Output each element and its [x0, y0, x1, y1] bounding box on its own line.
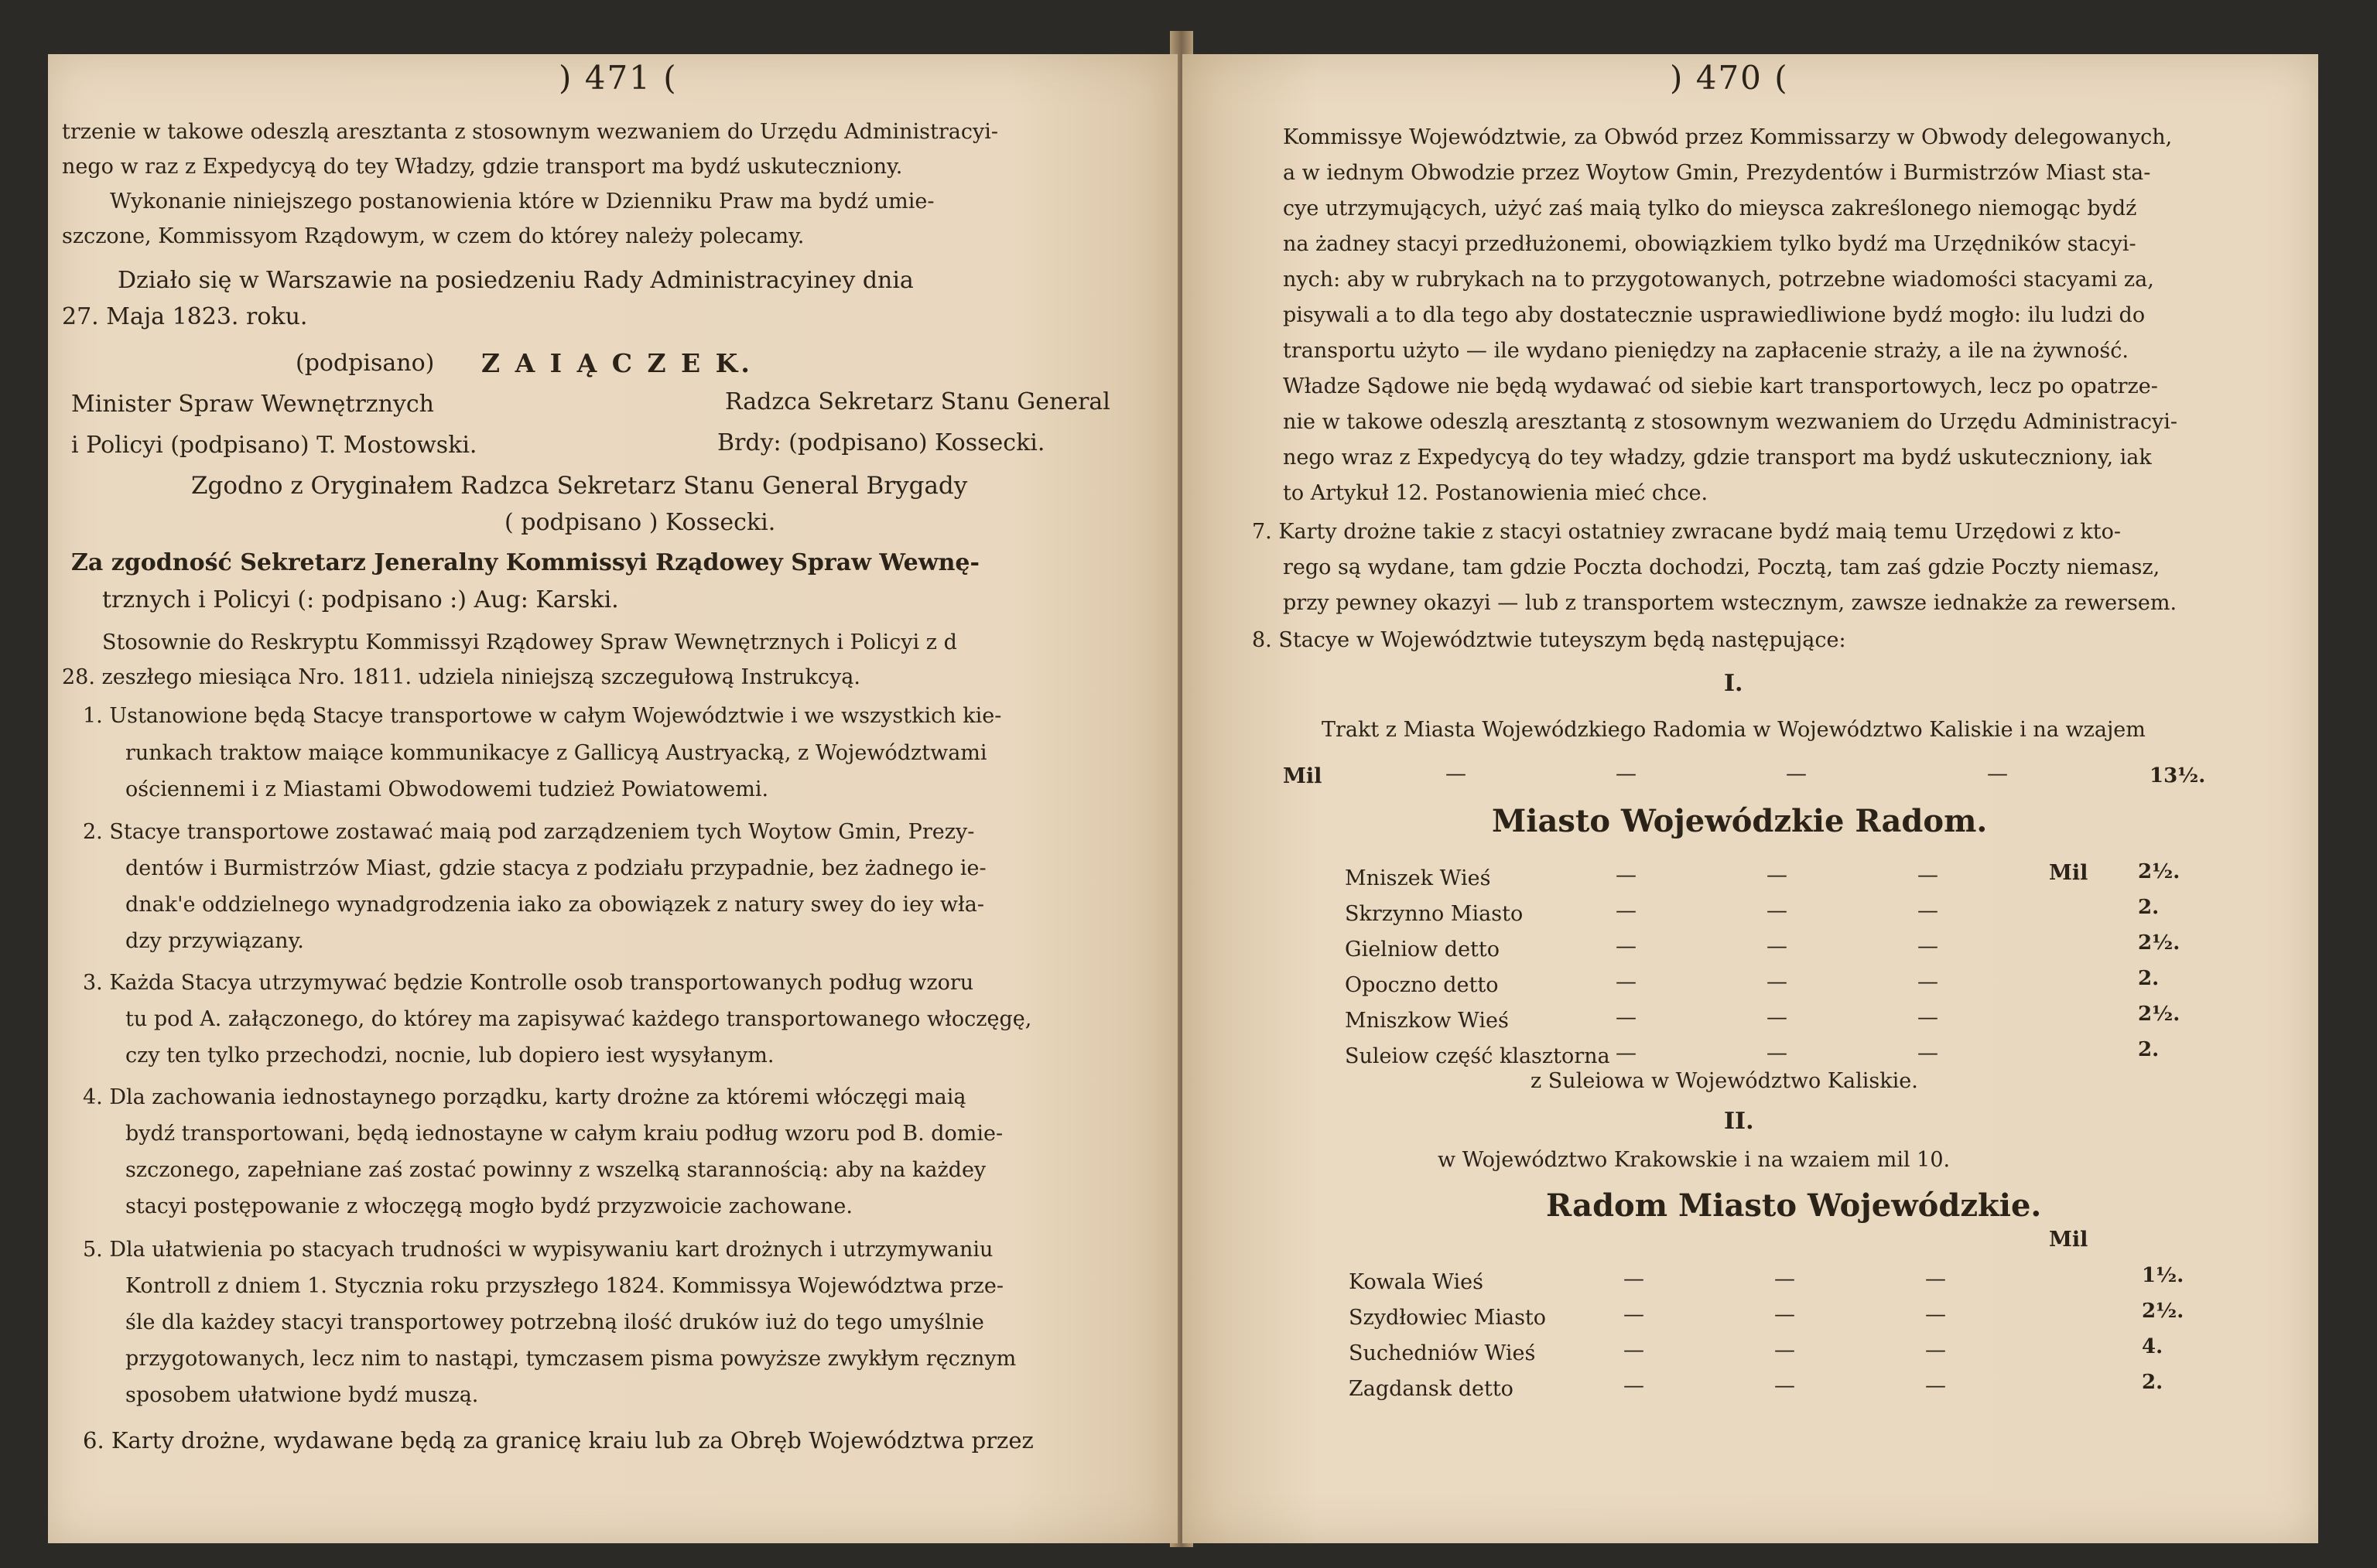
- route-heading: Trakt z Miasta Wojewódzkiego Radomia w Województwo Kaliskie i na wzajem: [1322, 718, 2146, 742]
- text-line: 5. Dla ułatwienia po stacyach trudności w wypisywaniu kart drożnych i utrzymywaniu: [83, 1238, 994, 1262]
- leader-dash: —: [1623, 1338, 1644, 1362]
- text-line: Kontroll z dniem 1. Stycznia roku przyszłego 1824. Kommissya Województwa prze-: [125, 1274, 1004, 1298]
- text-line: runkach traktow maiące kommunikacye z Gallicyą Austryacką, z Województwami: [125, 741, 987, 765]
- leader-dash: —: [1616, 970, 1637, 994]
- leader-dash: —: [1774, 1374, 1795, 1398]
- leader-dash: —: [1925, 1338, 1946, 1362]
- text-line: 1. Ustanowione będą Stacye transportowe w całym Województwie i we wszystkich kie-: [83, 704, 1002, 728]
- leader-dash: —: [1767, 970, 1787, 994]
- station-distance: 2.: [2138, 896, 2160, 919]
- leader-dash: —: [1917, 934, 1938, 958]
- station-distance: 4.: [2142, 1335, 2163, 1358]
- leader-dash: —: [1767, 934, 1787, 958]
- text-line: transportu użyto — ile wydano pieniędzy na zapłacenie straży, a ile na żywność.: [1283, 339, 2129, 363]
- mil-label: Mil: [1283, 764, 1322, 788]
- leader-dash: —: [1774, 1303, 1795, 1327]
- station-distance: 2½.: [2138, 860, 2180, 883]
- leader-dash: —: [1616, 899, 1637, 923]
- text-line: czy ten tylko przechodzi, nocnie, lub dopiero iest wysyłanym.: [125, 1044, 775, 1068]
- station-heading: Radom Miasto Wojewódzkie.: [1546, 1187, 2042, 1224]
- left-page: [48, 54, 1178, 1543]
- leader-dash: —: [1786, 762, 1807, 786]
- leader-dash: —: [1616, 762, 1637, 786]
- table1-unit: Mil: [2049, 861, 2088, 885]
- page-number-left: ) 471 (: [559, 59, 678, 97]
- leader-dash: —: [1767, 863, 1787, 887]
- text-line: a w iednym Obwodzie przez Woytow Gmin, Prezydentów i Burmistrzów Miast sta-: [1283, 161, 2151, 185]
- station-name: Gielniow detto: [1345, 938, 1500, 962]
- signed-label: (podpisano): [296, 350, 435, 377]
- text-line: na żadney stacyi przedłużonemi, obowiązkiem tylko bydź ma Urzędników stacyi-: [1283, 232, 2136, 256]
- page-number-right: ) 470 (: [1670, 59, 1789, 97]
- station-name: Suchedniów Wieś: [1349, 1341, 1536, 1365]
- text-line: 6. Karty drożne, wydawane będą za granicę kraiu lub za Obręb Województwa przez: [83, 1427, 1034, 1454]
- leader-dash: —: [1767, 899, 1787, 923]
- text-line: cye utrzymujących, użyć zaś maią tylko do mieysca zakreślonego niemogąc bydź: [1283, 196, 2137, 220]
- text-line: 2. Stacye transportowe zostawać maią pod zarządzeniem tych Woytow Gmin, Prezy-: [83, 820, 975, 844]
- text-line: Stosownie do Reskryptu Kommissyi Rządowey Spraw Wewnętrznych i Policyi z d: [102, 630, 957, 654]
- leader-dash: —: [1925, 1267, 1946, 1291]
- text-line: tu pod A. załączonego, do którey ma zapisywać każdego transportowanego włoczęgę,: [125, 1007, 1032, 1031]
- leader-dash: —: [1925, 1303, 1946, 1327]
- appendix-heading: Z A I Ą C Z E K.: [481, 348, 753, 378]
- text-line: dnak'e oddzielnego wynadgrodzenia iako za obowiązek z natury swey do iey wła-: [125, 893, 985, 917]
- text-line: ( podpisano ) Kossecki.: [504, 509, 776, 536]
- text-line: dzy przywiązany.: [125, 929, 304, 953]
- text-line: nego wraz z Expedycyą do tey władzy, gdzie transport ma bydź uskuteczniony, iak: [1283, 446, 2152, 470]
- right-page: [1182, 54, 2318, 1543]
- section-numeral: I.: [1724, 670, 1743, 697]
- text-line: i Policyi (podpisano) T. Mostowski.: [71, 432, 477, 459]
- text-line: z Suleiowa w Województwo Kaliskie.: [1531, 1069, 1918, 1093]
- leader-dash: —: [1445, 762, 1466, 786]
- text-line: 27. Maja 1823. roku.: [62, 303, 308, 330]
- leader-dash: —: [1623, 1267, 1644, 1291]
- station-name: Opoczno detto: [1345, 973, 1499, 997]
- text-line: 28. zeszłego miesiąca Nro. 1811. udziela niniejszą szczegułową Instrukcyą.: [62, 665, 860, 689]
- text-line: Zgodno z Oryginałem Radzca Sekretarz Stanu General Brygady: [191, 472, 968, 500]
- text-line: nego w raz z Expedycyą do tey Władzy, gdzie transport ma bydź uskuteczniony.: [62, 155, 903, 179]
- leader-dash: —: [1917, 899, 1938, 923]
- text-line: bydź transportowani, będą iednostayne w całym kraiu podług wzoru pod B. domie-: [125, 1122, 1004, 1146]
- station-distance: 2½.: [2138, 931, 2180, 955]
- route-total: 13½.: [2150, 764, 2206, 787]
- leader-dash: —: [1767, 1041, 1787, 1065]
- leader-dash: —: [1917, 863, 1938, 887]
- station-name: Skrzynno Miasto: [1345, 902, 1524, 926]
- station-name: Mniszkow Wieś: [1345, 1009, 1509, 1033]
- station-distance: 2½.: [2138, 1003, 2180, 1026]
- leader-dash: —: [1774, 1338, 1795, 1362]
- leader-dash: —: [1616, 934, 1637, 958]
- station-name: Mniszek Wieś: [1345, 866, 1491, 890]
- station-distance: 2.: [2138, 1038, 2160, 1061]
- text-line: sposobem ułatwione bydź muszą.: [125, 1383, 479, 1407]
- text-line: trzenie w takowe odeszlą aresztanta z stosownym wezwaniem do Urzędu Administracyi-: [62, 120, 998, 144]
- station-distance: 1½.: [2142, 1264, 2184, 1287]
- station-name: Zagdansk detto: [1349, 1377, 1513, 1401]
- station-distance: 2.: [2142, 1371, 2163, 1394]
- text-line: Działo się w Warszawie na posiedzeniu Rady Administracyiney dnia: [118, 267, 914, 294]
- section-numeral: II.: [1724, 1108, 1754, 1135]
- text-line: przygotowanych, lecz nim to nastąpi, tymczasem pisma powyższe zwykłym ręcznym: [125, 1347, 1017, 1371]
- station-heading: Miasto Wojewódzkie Radom.: [1492, 803, 1988, 839]
- text-line: przy pewney okazyi — lub z transportem wstecznym, zawsze iednakże za rewersem.: [1283, 591, 2177, 615]
- station-name: Szydłowiec Miasto: [1349, 1306, 1547, 1330]
- text-line: ościennemi i z Miastami Obwodowemi tudzież Powiatowemi.: [125, 777, 769, 801]
- text-line: Za zgodność Sekretarz Jeneralny Kommissyi Rządowey Spraw Wewnę-: [71, 549, 980, 576]
- text-line: szczone, Kommissyom Rządowym, w czem do którey należy polecamy.: [62, 224, 805, 248]
- table2-unit: Mil: [2049, 1228, 2088, 1252]
- text-line: Władze Sądowe nie będą wydawać od siebie kart transportowych, lecz po opatrze-: [1283, 374, 2158, 398]
- station-distance: 2.: [2138, 967, 2160, 990]
- text-line: rego są wydane, tam gdzie Poczta dochodzi, Pocztą, tam zaś gdzie Poczty niemasz,: [1283, 555, 2160, 579]
- text-line: Radzca Sekretarz Stanu General: [725, 388, 1110, 415]
- text-line: stacyi postępowanie z włoczęgą mogło bydź przyzwoicie zachowane.: [125, 1194, 853, 1218]
- text-line: trznych i Policyi (: podpisano :) Aug: Karski.: [102, 586, 619, 613]
- leader-dash: —: [1623, 1374, 1644, 1398]
- text-line: pisywali a to dla tego aby dostatecznie usprawiedliwione bydź mogło: ilu ludzi do: [1283, 303, 2146, 327]
- text-line: śle dla każdey stacyi transportowey potrzebną ilość druków iuż do tego umyślnie: [125, 1310, 984, 1334]
- leader-dash: —: [1917, 970, 1938, 994]
- text-line: Wykonanie niniejszego postanowienia które w Dzienniku Praw ma bydź umie-: [110, 190, 935, 214]
- leader-dash: —: [1987, 762, 2008, 786]
- station-name: Suleiow część klasztorna: [1345, 1044, 1610, 1068]
- leader-dash: —: [1917, 1006, 1938, 1030]
- leader-dash: —: [1616, 863, 1637, 887]
- text-line: nie w takowe odeszlą aresztantą z stosownym wezwaniem do Urzędu Administracyi-: [1283, 410, 2178, 434]
- text-line: Kommissye Województwie, za Obwód przez Kommissarzy w Obwody delegowanych,: [1283, 125, 2173, 149]
- leader-dash: —: [1616, 1006, 1637, 1030]
- station-distance: 2½.: [2142, 1300, 2184, 1323]
- leader-dash: —: [1623, 1303, 1644, 1327]
- text-line: to Artykuł 12. Postanowienia mieć chce.: [1283, 481, 1708, 505]
- leader-dash: —: [1917, 1041, 1938, 1065]
- text-line: Brdy: (podpisano) Kossecki.: [717, 429, 1045, 456]
- text-line: w Województwo Krakowskie i na wzaiem mil 10.: [1438, 1148, 1951, 1172]
- leader-dash: —: [1616, 1041, 1637, 1065]
- text-line: 4. Dla zachowania iednostaynego porządku, karty drożne za któremi włóczęgi maią: [83, 1085, 966, 1109]
- leader-dash: —: [1767, 1006, 1787, 1030]
- leader-dash: —: [1925, 1374, 1946, 1398]
- text-line: 8. Stacye w Województwie tuteyszym będą następujące:: [1252, 628, 1846, 652]
- text-line: 7. Karty drożne takie z stacyi ostatniey zwracane bydź maią temu Urzędowi z kto-: [1252, 520, 2121, 544]
- text-line: 3. Każda Stacya utrzymywać będzie Kontrolle osob transportowanych podług wzoru: [83, 971, 974, 995]
- text-line: Minister Spraw Wewnętrznych: [71, 391, 434, 418]
- station-name: Kowala Wieś: [1349, 1270, 1483, 1294]
- text-line: nych: aby w rubrykach na to przygotowanych, potrzebne wiadomości stacyami za,: [1283, 268, 2154, 292]
- text-line: szczonego, zapełniane zaś zostać powinny z wszelką starannością: aby na każdey: [125, 1158, 987, 1182]
- text-line: dentów i Burmistrzów Miast, gdzie stacya z podziału przypadnie, bez żadnego ie-: [125, 856, 987, 880]
- leader-dash: —: [1774, 1267, 1795, 1291]
